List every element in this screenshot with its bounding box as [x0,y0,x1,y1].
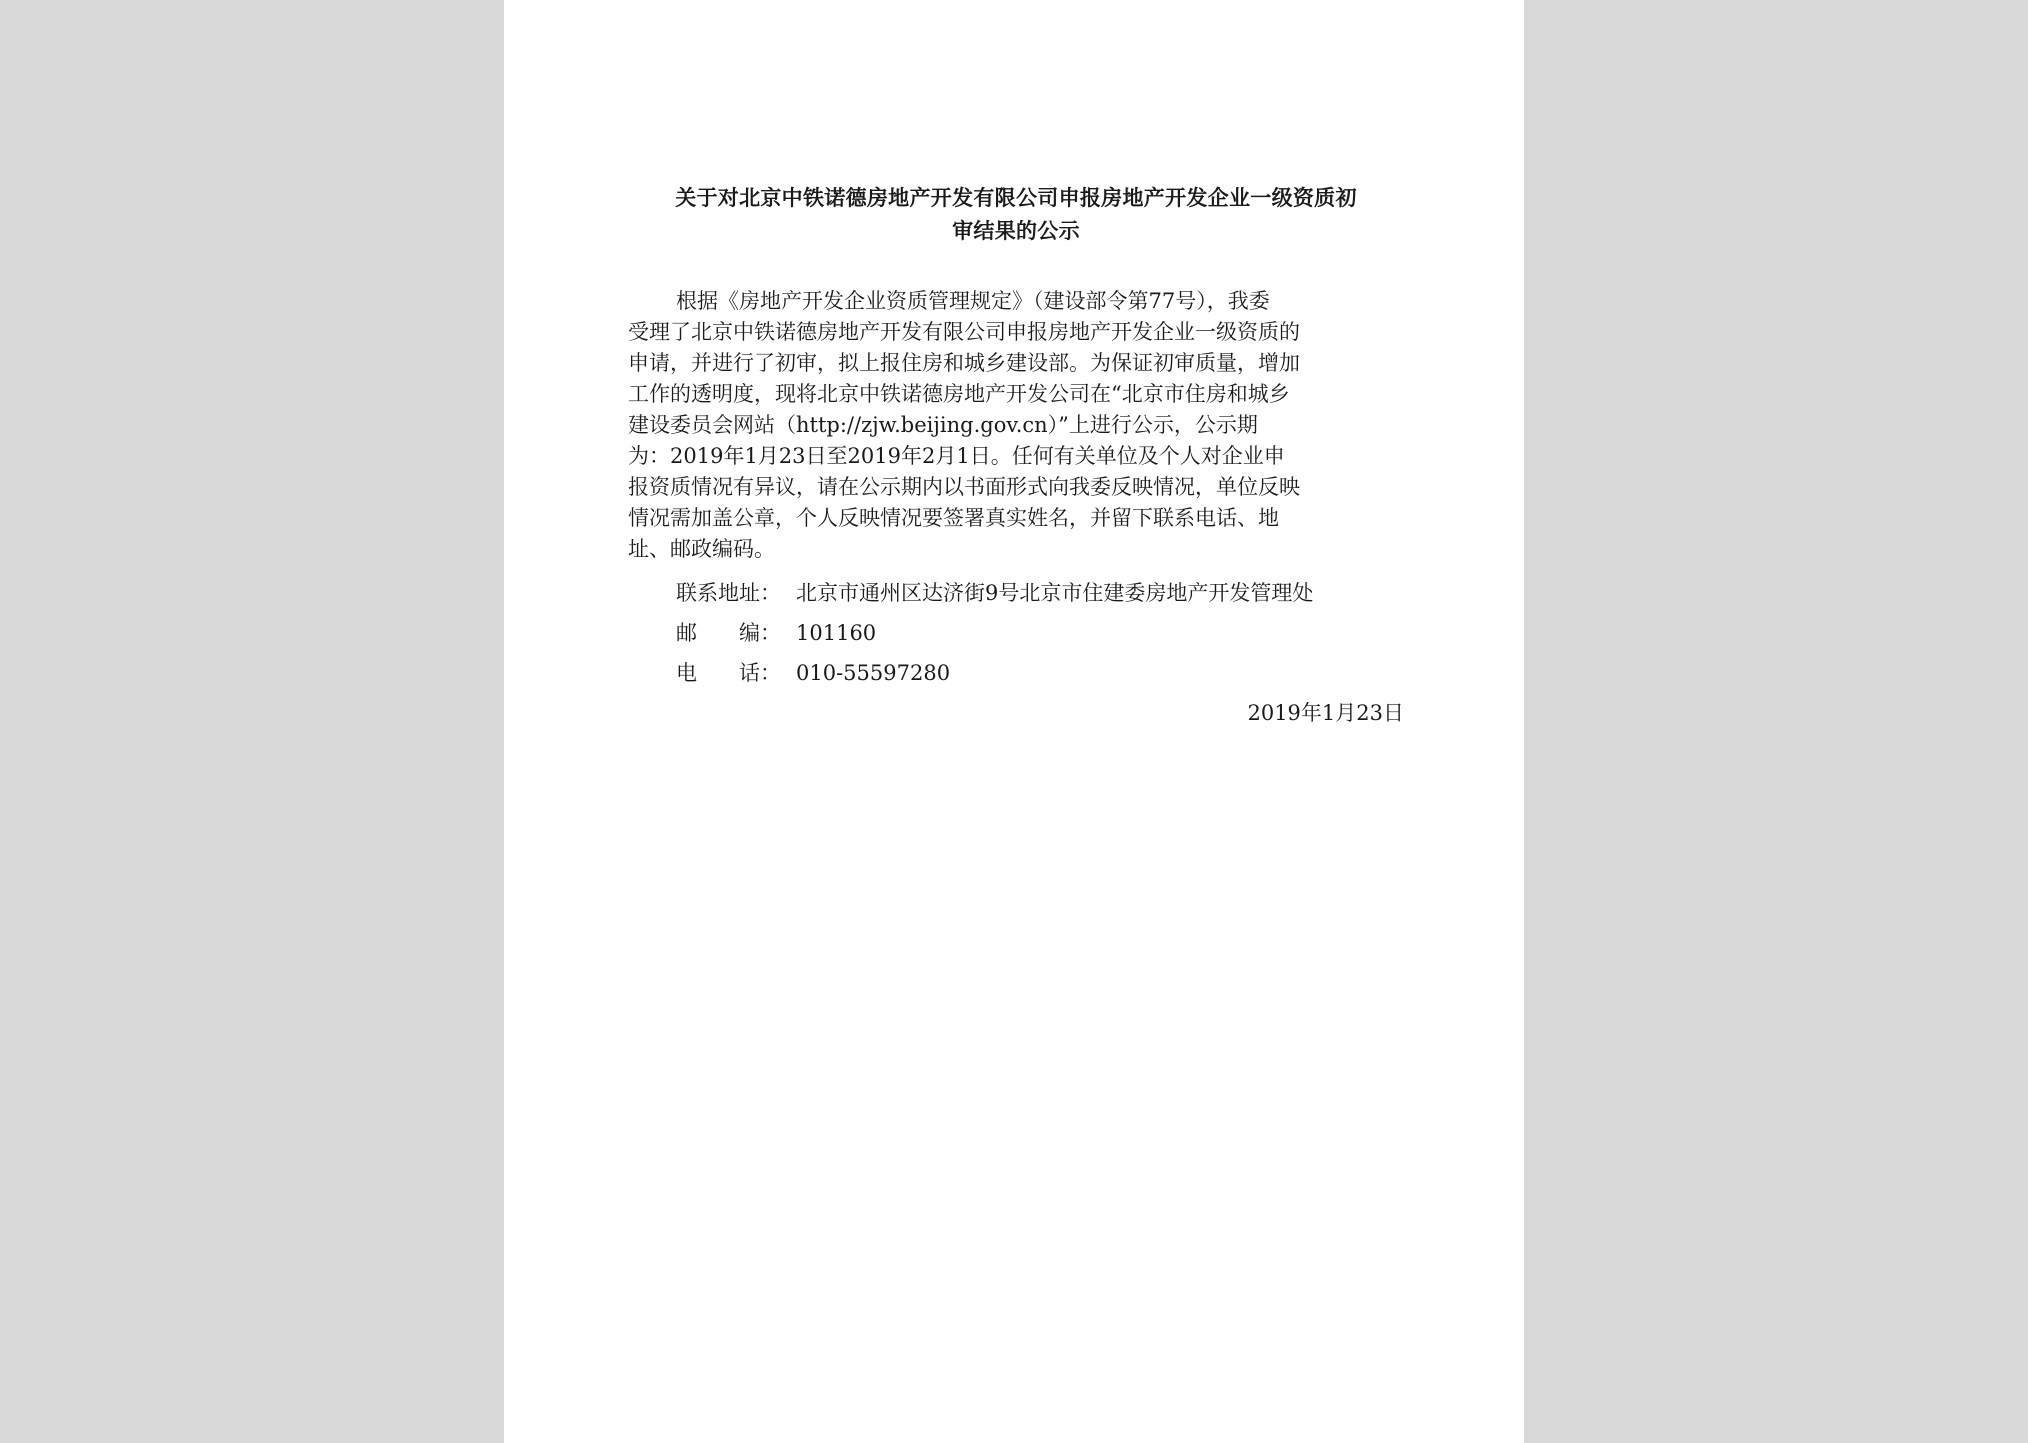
body-line: 受理了北京中铁诺德房地产开发有限公司申报房地产开发企业一级资质的 [628,320,1300,344]
body-line: 为：2019年1月23日至2019年2月1日。任何有关单位及个人对企业申 [628,444,1285,468]
title-line-2: 审结果的公示 [952,219,1080,243]
contact-phone-row [676,653,1404,693]
body-line: 建设委员会网站（http://zjw.beijing.gov.cn）”上进行公示，公示期 [628,413,1258,437]
body-line: 申请，并进行了初审，拟上报住房和城乡建设部。为保证初审质量，增加 [628,351,1300,375]
address-label: 联系地址： [676,581,781,605]
document-content [628,182,1404,733]
body-line: 工作的透明度，现将北京中铁诺德房地产开发公司在“北京市住房和城乡 [628,382,1290,406]
body-line: 根据《房地产开发企业资质管理规定》（建设部令第77号），我委 [676,289,1270,313]
postcode-label: 邮 编： [676,621,781,645]
body-line: 址、邮政编码。 [628,537,775,561]
title-line-1: 关于对北京中铁诺德房地产开发有限公司申报房地产开发企业一级资质初 [675,186,1357,210]
contact-block [628,573,1404,693]
document-page [504,0,1524,1443]
phone-label: 电 话： [676,661,781,685]
document-date: 2019年1月23日 [1247,701,1404,725]
contact-postcode-row [676,613,1404,653]
phone-value: 010-55597280 [796,661,951,685]
body-line: 报资质情况有异议，请在公示期内以书面形式向我委反映情况，单位反映 [628,475,1300,499]
page-title [628,182,1404,248]
body-line: 情况需加盖公章，个人反映情况要签署真实姓名，并留下联系电话、地 [628,506,1279,530]
contact-address-row [676,573,1404,613]
address-value: 北京市通州区达济街9号北京市住建委房地产开发管理处 [796,581,1314,605]
postcode-value: 101160 [796,621,877,645]
body-paragraph [628,286,1404,565]
